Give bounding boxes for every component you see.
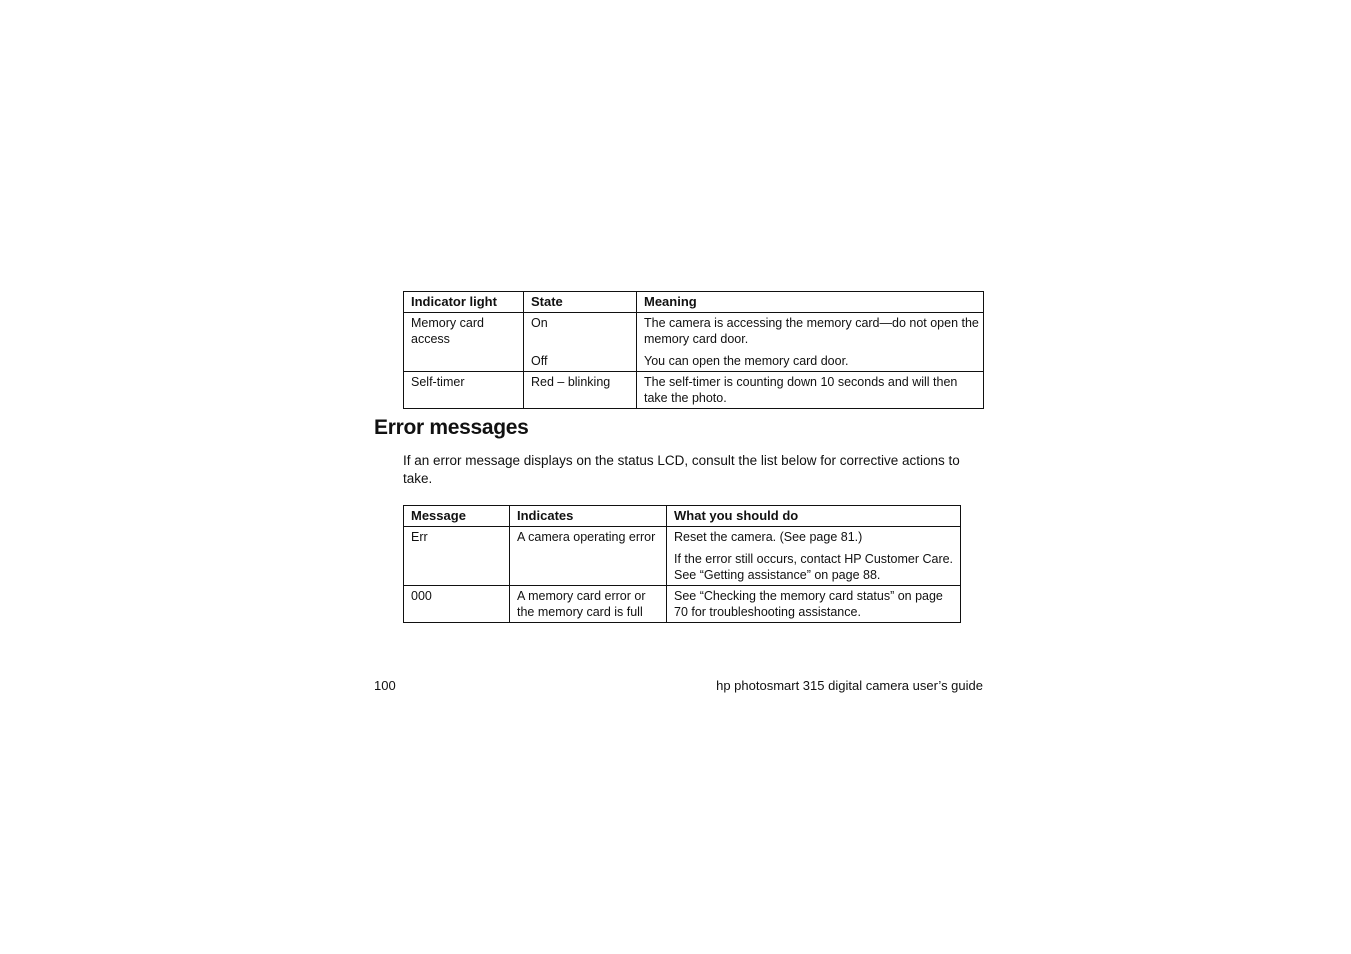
state-value: Off bbox=[531, 354, 548, 368]
column-header: What you should do bbox=[667, 506, 961, 527]
indicator-light-cell: Self-timer bbox=[404, 372, 524, 409]
action-step: If the error still occurs, contact HP Customer Care. See “Getting assistance” on page 88. bbox=[674, 552, 954, 582]
action-step: See “Checking the memory card status” on page 70 for troubleshooting assistance. bbox=[674, 589, 943, 619]
message-cell: Err bbox=[404, 527, 510, 586]
column-header: Meaning bbox=[637, 292, 984, 313]
indicates-cell: A memory card error or the memory card is full bbox=[510, 586, 667, 623]
table-header-row bbox=[404, 292, 984, 313]
indicator-light-cell: Memory card access bbox=[404, 313, 524, 372]
meaning-cell: The self-timer is counting down 10 seconds and will then take the photo. bbox=[637, 372, 984, 409]
indicates-cell: A camera operating error bbox=[510, 527, 667, 586]
message-cell: 000 bbox=[404, 586, 510, 623]
table-row bbox=[404, 313, 984, 372]
table-row bbox=[404, 372, 984, 409]
guide-title: hp photosmart 315 digital camera user’s guide bbox=[716, 678, 983, 693]
action-step: Reset the camera. (See page 81.) bbox=[674, 530, 863, 544]
table-row bbox=[404, 586, 961, 623]
indicator-light-table bbox=[403, 291, 984, 409]
state-cell: Red – blinking bbox=[524, 372, 637, 409]
table-header-row bbox=[404, 506, 961, 527]
table-row bbox=[404, 527, 961, 586]
column-header: Message bbox=[404, 506, 510, 527]
section-heading: Error messages bbox=[374, 416, 529, 439]
error-messages-table bbox=[403, 505, 961, 623]
action-cell bbox=[667, 586, 961, 623]
section-intro: If an error message displays on the status LCD, consult the list below for corrective actions to take. bbox=[403, 453, 960, 486]
column-header: State bbox=[524, 292, 637, 313]
column-header: Indicator light bbox=[404, 292, 524, 313]
meaning-value: The camera is accessing the memory card—do not open the memory card door. bbox=[644, 316, 979, 346]
column-header: Indicates bbox=[510, 506, 667, 527]
meaning-value: You can open the memory card door. bbox=[644, 354, 849, 368]
action-cell bbox=[667, 527, 961, 586]
state-cell bbox=[524, 313, 637, 372]
meaning-cell bbox=[637, 313, 984, 372]
state-value: On bbox=[531, 316, 548, 330]
page-number: 100 bbox=[374, 678, 396, 693]
